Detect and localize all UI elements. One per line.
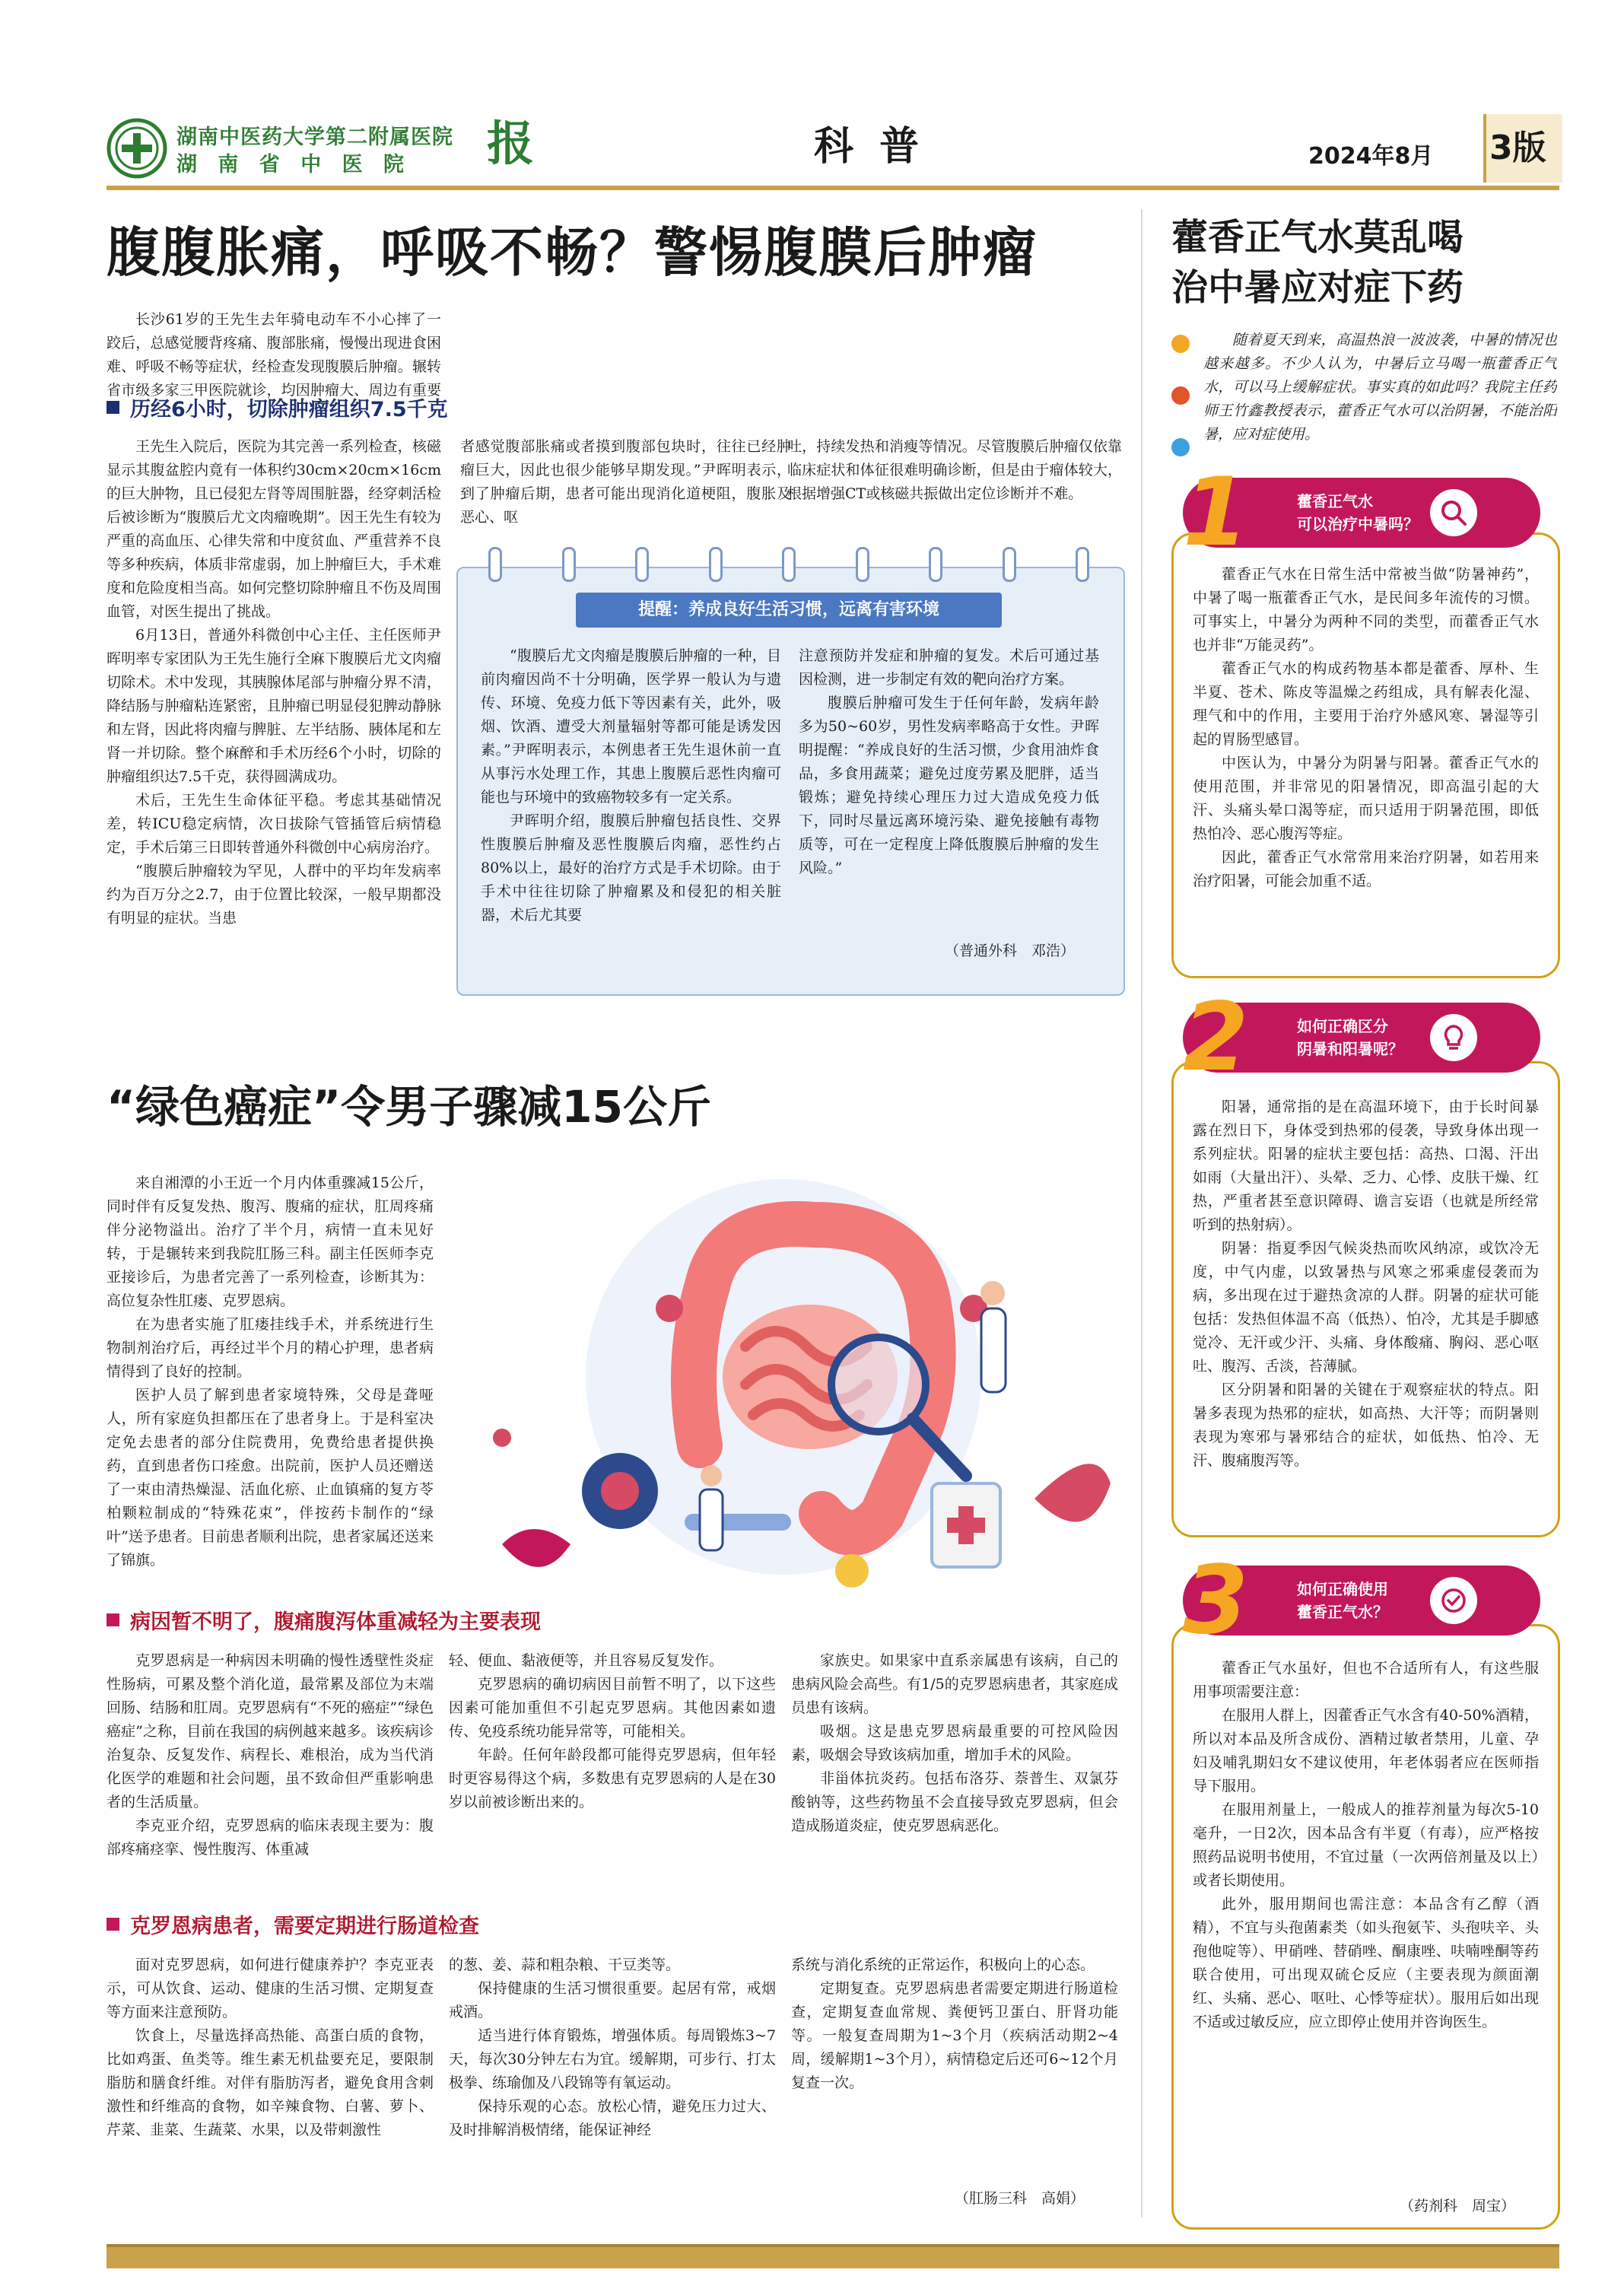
article2-lead: [106, 1171, 434, 1594]
article1-subhead: [106, 393, 448, 422]
q1-label-line1: 藿香正气水: [1297, 492, 1373, 510]
paragraph: “腹膜后肿瘤较为罕见，人群中的平均年发病率约为百万分之2.7，由于位置比较深，一般早期都没有明显的症状。当患: [106, 863, 441, 927]
footer-bar: [106, 2244, 1559, 2268]
q2-label-line2: 阴暑和阳暑呢？: [1297, 1040, 1403, 1058]
paragraph: 阴暑：指夏季因气候炎热而吹风纳凉，或饮冷无度，中气内虚，以致暑热与风寒之邪乘虚侵袭而为病，多出现在过于避热贪凉的人群。阴暑的症状可能包括：发热但体温不高（低热）、怕冷，尤其是手脚感觉冷、无汗或少汗、头痛、身体酸痛、胸闷、恶心呕吐、腹泻、舌淡，苔薄腻。: [1193, 1240, 1539, 1375]
subhead-marker: [106, 1918, 119, 1931]
sidebar-title-line1: 藿香正气水莫乱喝: [1171, 216, 1464, 259]
q3-body: [1193, 1657, 1539, 2189]
tip-signature: （普通外科 邓浩）: [945, 943, 1076, 959]
tip-col-right: [799, 644, 1099, 933]
paragraph: 保持乐观的心态。放松心情，避免压力过大、及时排解消极情绪，能保证神经: [449, 2098, 776, 2138]
paragraph: 的葱、姜、蒜和粗杂粮、干豆类等。: [449, 1957, 681, 1973]
hospital-name-line2: 湖 南 省 中 医 院: [176, 153, 411, 176]
paragraph: 中医认为，中暑分为阴暑与阳暑。藿香正气水的使用范围，并非常见的阳暑情况，即高温引起的大汗、头痛头晕口渴等症，而只适用于阴暑范围，即低热怕冷、恶心腹泻等症。: [1193, 755, 1539, 842]
q2-body: [1193, 1095, 1539, 1521]
q2-number: 2: [1183, 983, 1249, 1092]
newspaper-bao: 报: [487, 116, 535, 171]
hospital-logo-icon: [106, 118, 167, 179]
paragraph: 李克亚介绍，克罗恩病的临床表现主要为：腹部疼痛痉挛、慢性腹泻、体重减: [106, 1817, 434, 1858]
masthead: [106, 114, 1559, 186]
paragraph: 年龄。任何年龄段都可能得克罗恩病，但年轻时更容易得这个病，多数患有克罗恩病的人是在30岁以前被诊断出来的。: [449, 1747, 776, 1810]
paragraph: 此外，服用期间也需注意：本品含有乙醇（酒精），不宜与头孢菌素类（如头孢氨苄、头孢呋辛、头孢他啶等）、甲硝唑、替硝唑、酮康唑、呋喃唑酮等药联合使用，可出现双硫仑反应（主要表现为颜面潮红、头痛、恶心、呕吐、心悸等症状）。服用后如出现不适或过敏反应，应立即停止使用并咨询医生。: [1193, 1896, 1539, 2030]
paragraph: 在服用人群上，因藿香正气水含有40-50%酒精，所以对本品及所含成份、酒精过敏者禁用，儿童、孕妇及哺乳期妇女不建议使用，年老体弱者应在医师指导下服用。: [1193, 1707, 1539, 1794]
paragraph: 王先生入院后，医院为其完善一系列检查，核磁显示其腹盆腔内竟有一体积约30cm×20cm×16cm的巨大肿物，且已侵犯左肾等周围脏器，经穿刺活检后被诊断为“腹膜后尤文肉瘤晚期”。因王先生有较为严重的高血压、心律失常和中度贫血、严重营养不良等多种疾病，体质非常虚弱，加上肿瘤巨大，手术难度和危险度相当高。如何完整切除肿瘤且不伤及周围血管，对医生提出了挑战。: [106, 438, 441, 620]
header-rule: [106, 186, 1559, 190]
sidebar-title-line2: 治中暑应对症下药: [1171, 266, 1464, 309]
paragraph: 者感觉腹部胀痛或者摸到腹部包块时，往往已经肿瘤巨大，因此也很少能够早期发现。”尹晖明表示，到了肿瘤后期，患者可能出现消化道梗阻，腹胀及恶心、呕: [460, 438, 791, 526]
tip-binder-rings: [488, 547, 1089, 577]
article2-s2-col2: [449, 1953, 776, 2212]
paragraph: 吐，持续发热和消瘦等情况。尽管腹膜后肿瘤仅依靠临床症状和体征很难明确诊断，但是由于瘤体较大，根据增强CT或核磁共振做出定位诊断并不难。: [787, 438, 1122, 502]
hospital-name-line1: 湖南中医药大学第二附属医院: [176, 126, 453, 149]
q3-label-line2: 藿香正气水？: [1297, 1603, 1388, 1621]
article1-intro-para: 长沙61岁的王先生去年骑电动车不小心摔了一跤后，总感觉腰背疼痛、腹部胀痛，慢慢出现进食困难、呼吸不畅等症状，经检查发现腹膜后肿瘤。辗转省市级多家三甲医院就诊，均因肿瘤大、周边有重要: [106, 311, 441, 399]
article2-s2-col1: [106, 1953, 434, 2212]
paragraph: 家族史。如果家中直系亲属患有该病，自己的患病风险会高些。有1/5的克罗恩病患者，其家庭成员患有该病。: [791, 1652, 1118, 1716]
sidebar-signature: （药剂科 周宝）: [1400, 2198, 1516, 2214]
sidebar-intro: [1203, 329, 1557, 473]
paragraph: 面对克罗恩病，如何进行健康养护？李克亚表示，可从饮食、运动、健康的生活习惯、定期复查等方面来注意预防。: [106, 1957, 434, 2020]
page-number: 3版: [1489, 129, 1546, 167]
q2-icon-circle: [1430, 1014, 1477, 1061]
intro-dot-red: [1171, 386, 1190, 405]
q1-number: 1: [1183, 458, 1249, 567]
article1-headline: 腹腹胀痛，呼吸不畅？警惕腹膜后肿瘤: [106, 221, 1038, 284]
paragraph: 腹膜后肿瘤可发生于任何年龄，发病年龄多为50~60岁，男性发病率略高于女性。尹晖明提醒：“养成良好的生活习惯，少食用油炸食品，多食用蔬菜；避免过度劳累及肥胖，适当锻炼；避免持续心理压力过大造成免疫力低下，同时尽量远离环境污染、避免接触有毒物质等，可在一定程度上降低腹膜后肿瘤的发生风险。”: [799, 695, 1099, 876]
article2-subhead1: [106, 1605, 541, 1635]
sidebar-divider: [1141, 209, 1143, 2217]
paragraph: 轻、便血、黏液便等，并且容易反复发作。: [449, 1652, 724, 1669]
lightbulb-icon: [1439, 1023, 1468, 1052]
article2-s1-col2: [449, 1649, 776, 1909]
paragraph: 医护人员了解到患者家境特殊，父母是聋哑人，所有家庭负担都压在了患者身上。于是科室决定免去患者的部分住院费用，免费给患者提供换药，直到患者伤口痊愈。出院前，医护人员还赠送了一束由清热燥湿、活血化瘀、止血镇痛的复方苓柏颗粒制成的“特殊花束”，伴按药卡制作的“绿叶”送予患者。目前患者顺利出院，患者家属还送来了锦旗。: [106, 1387, 434, 1569]
article1-col1: [106, 435, 441, 994]
tip-col-left: [481, 644, 781, 979]
paragraph: 术后，王先生生命体征平稳。考虑其基础情况差，转ICU稳定病情，次日拔除气管插管后病情稳定，手术后第三日即转普通外科微创中心病房治疗。: [106, 792, 441, 856]
article2-signature: （肛肠三科 高娟）: [955, 2190, 1085, 2207]
paragraph: 在服用剂量上，一般成人的推荐剂量为每次5-10毫升，一日2次，因本品含有半夏（有毒），应严格按照药品说明书使用，不宜过量（一次两倍剂量及以上）或者长期使用。: [1193, 1801, 1539, 1889]
article1-intro-col1: [106, 308, 441, 402]
q1-label-line2: 可以治疗中暑吗？: [1297, 515, 1419, 533]
article2-s1-col3: [791, 1649, 1118, 1909]
paragraph: 藿香正气水在日常生活中常被当做“防暑神药”，中暑了喝一瓶藿香正气水，是民间多年流传的习惯。可事实上，中暑分为两种不同的类型，而藿香正气水也并非“万能灵药”。: [1193, 566, 1539, 653]
article2-s1-col1: [106, 1649, 434, 1909]
q3-label-line1: 如何正确使用: [1297, 1580, 1388, 1598]
paragraph: 注意预防并发症和肿瘤的复发。术后可通过基因检测，进一步制定有效的靶向治疗方案。: [799, 647, 1099, 688]
paragraph: 适当进行体育锻炼，增强体质。每周锻炼3~7天，每次30分钟左右为宜。缓解期，可步行、打太极拳、练瑜伽及八段锦等有氧运动。: [449, 2027, 776, 2091]
paragraph: 定期复查。克罗恩病患者需要定期进行肠道检查，定期复查血常规、粪便钙卫蛋白、肝肾功能等。一般复查周期为1~3个月（疾病活动期2~4周，缓解期1~3个月），病情稳定后还可6~12个月复查一次。: [791, 1980, 1118, 2091]
paragraph: 吸烟。这是患克罗恩病最重要的可控风险因素，吸烟会导致该病加重，增加手术的风险。: [791, 1723, 1118, 1763]
paragraph: 克罗恩病的确切病因目前暂不明了，以下这些因素可能加重但不引起克罗恩病。其他因素如遗传、免疫系统功能异常等，可能相关。: [449, 1676, 776, 1740]
article1-col2: [460, 435, 791, 530]
q1-icon-circle: [1430, 489, 1477, 536]
subhead-marker: [106, 401, 119, 414]
paragraph: 藿香正气水虽好，但也不合适所有人，有这些服用事项需要注意：: [1193, 1660, 1539, 1700]
paragraph: 来自湘潭的小王近一个月内体重骤减15公斤，同时伴有反复发热、腹泻、腹痛的症状，肛周疼痛伴分泌物溢出。治疗了半个月，病情一直未见好转，于是辗转来到我院肛肠三科。副主任医师李克亚接诊后，为患者完善了一系列检查，诊断其为：高位复杂性肛瘘、克罗恩病。: [106, 1175, 434, 1309]
paragraph: 非甾体抗炎药。包括布洛芬、萘普生、双氯芬酸钠等，这些药物虽不会直接导致克罗恩病，但会造成肠道炎症，使克罗恩病恶化。: [791, 1770, 1118, 1834]
paragraph: 藿香正气水的构成药物基本都是藿香、厚朴、生半夏、苍术、陈皮等温燥之药组成，具有解表化湿、理气和中的作用，主要用于治疗外感风寒、暑湿等引起的胃肠型感冒。: [1193, 660, 1539, 748]
tip-box: [456, 567, 1125, 996]
q1-body: [1193, 563, 1539, 958]
article1-col3: [787, 435, 1122, 530]
paragraph: 在为患者实施了肛瘘挂线手术，并系统进行生物制剂治疗后，再经过半个月的精心护理，患者病情得到了良好的控制。: [106, 1316, 434, 1380]
article2-subhead1-text: 病因暂不明了，腹痛腹泻体重减轻为主要表现: [130, 1610, 541, 1634]
issue-date: 2024年8月: [1308, 143, 1434, 170]
article2-headline: “绿色癌症”令男子骤减15公斤: [106, 1081, 711, 1133]
intestine-illustration-icon: [456, 1156, 1118, 1605]
article2-subhead2-text: 克罗恩病患者，需要定期进行肠道检查: [130, 1915, 479, 1938]
article2-subhead2: [106, 1909, 479, 1939]
paragraph: 系统与消化系统的正常运作，积极向上的心态。: [791, 1957, 1095, 1973]
paragraph: 阳暑，通常指的是在高温环境下，由于长时间暴露在烈日下，身体受到热邪的侵袭，导致身体出现一系列症状。阳暑的症状主要包括：高热、口渴、汗出如雨（大量出汗）、头晕、乏力、心悸、皮肤干燥、红热，严重者甚至意识障碍、谵言妄语（也就是所经常听到的热射病）。: [1193, 1098, 1539, 1233]
paragraph: 6月13日，普通外科微创中心主任、主任医师尹晖明率专家团队为王先生施行全麻下腹膜后尤文肉瘤切除术。术中发现，其胰腺体尾部与肿瘤分界不清，降结肠与肿瘤粘连紧密，且肿瘤已明显侵犯脾动静脉和左肾，因此将肉瘤与脾脏、左半结肠、胰体尾和左肾一并切除。整个麻醉和手术历经6个小时，切除的肿瘤组织达7.5千克，获得圆满成功。: [106, 627, 441, 785]
sidebar-intro-dots: [1171, 335, 1194, 456]
tip-title: 提醒：养成良好生活习惯，远离有害环境: [576, 593, 1002, 628]
intro-dot-blue: [1171, 438, 1190, 456]
paragraph: 区分阴暑和阳暑的关键在于观察症状的特点。阳暑多表现为热邪的症状，如高热、大汗等；而阴暑则表现为寒邪与暑邪结合的症状，如低热、怕冷、无汗、腹痛腹泻等。: [1193, 1381, 1539, 1469]
article2-s2-col3: [791, 1953, 1118, 2182]
intro-dot-yellow: [1171, 335, 1190, 353]
search-icon: [1439, 498, 1468, 527]
paragraph: 随着夏天到来，高温热浪一波波袭，中暑的情况也越来越多。不少人认为，中暑后立马喝一瓶藿香正气水，可以马上缓解症状。事实真的如此吗？我院主任药师王竹鑫教授表示，藿香正气水可以治阴暑，不能治阳暑，应对症使用。: [1203, 332, 1557, 443]
paragraph: “腹膜后尤文肉瘤是腹膜后肿瘤的一种，目前肉瘤因尚不十分明确，医学界一般认为与遗传、环境、免疫力低下等因素有关，此外，吸烟、饮酒、遭受大剂量辐射等都可能是诱发因素。”尹晖明表示，本例患者王先生退休前一直从事污水处理工作，其患上腹膜后恶性肉瘤可能也与环境中的致癌物较多有一定关系。: [481, 647, 781, 806]
check-icon: [1439, 1586, 1468, 1615]
section-title: 科 普: [814, 124, 926, 170]
article1-subhead-text: 历经6小时，切除肿瘤组织7.5千克: [130, 398, 448, 421]
q3-icon-circle: [1430, 1577, 1477, 1624]
q2-label-line1: 如何正确区分: [1297, 1017, 1388, 1035]
q3-number: 3: [1183, 1546, 1249, 1655]
paragraph: 饮食上，尽量选择高热能、高蛋白质的食物，比如鸡蛋、鱼类等。维生素无机盐要充足，要限制脂肪和膳食纤维。对伴有脂肪泻者，避免食用含刺激性和纤维高的食物，如辛辣食物、白薯、萝卜、芹菜、韭菜、生蔬菜、水果，以及带刺激性: [106, 2027, 434, 2138]
subhead-marker: [106, 1613, 119, 1626]
paragraph: 因此，藿香正气水常常用来治疗阴暑，如若用来治疗阳暑，可能会加重不适。: [1193, 849, 1539, 889]
paragraph: 尹晖明介绍，腹膜后肿瘤包括良性、交界性腹膜后肿瘤及恶性腹膜后肉瘤，恶性约占80%以上，最好的治疗方式是手术切除。由于手术中往往切除了肿瘤累及和侵犯的相关脏器，术后尤其要: [481, 812, 781, 923]
paragraph: 克罗恩病是一种病因未明确的慢性透壁性炎症性肠病，可累及整个消化道，最常累及部位为末端回肠、结肠和肛周。克罗恩病有“不死的癌症”“绿色癌症”之称，目前在我国的病例越来越多。该疾病诊治复杂、反复发作、病程长、难根治，成为当代消化医学的难题和社会问题，虽不致命但严重影响患者的生活质量。: [106, 1652, 434, 1810]
paragraph: 保持健康的生活习惯很重要。起居有常，戒烟戒酒。: [449, 1980, 776, 2020]
